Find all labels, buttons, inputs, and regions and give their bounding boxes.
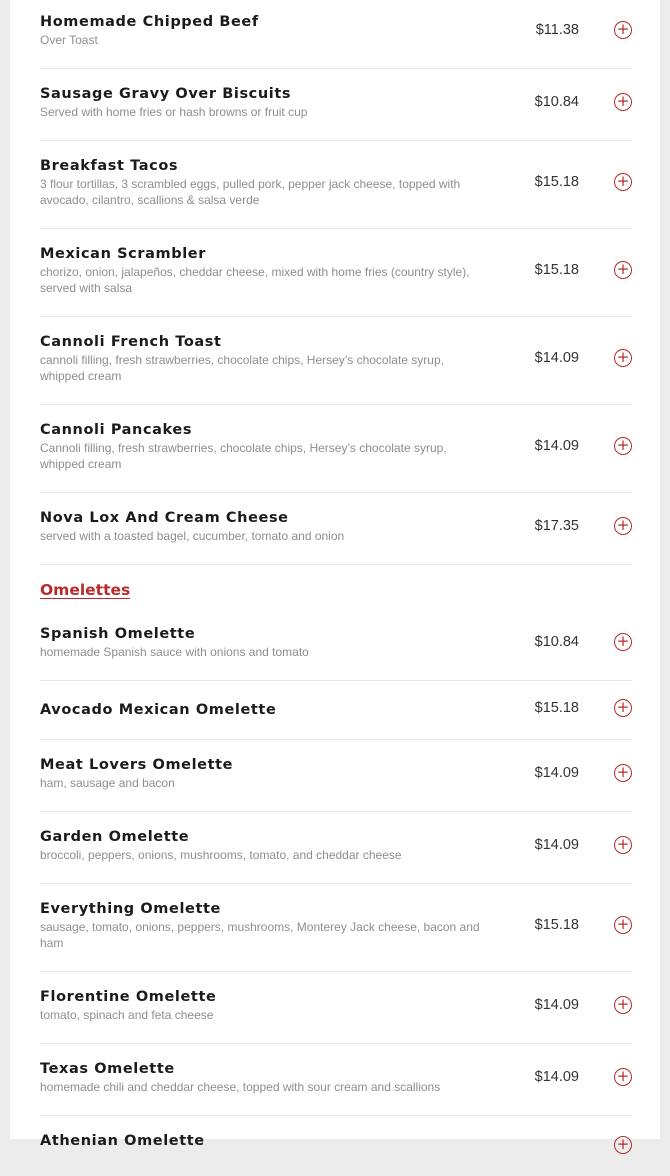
menu-item[interactable] [40,405,632,493]
plus-circle-icon[interactable]: + [614,21,632,39]
section-header-omelettes [40,565,632,615]
menu-item[interactable] [40,972,632,1044]
plus-circle-icon[interactable]: + [614,1136,632,1154]
plus-circle-icon[interactable]: + [614,437,632,455]
item-description: Cannoli filling, fresh strawberries, chocolate chips, Hersey’s chocolate syrup, whipped cream [40,441,447,471]
item-description: homemade chili and cheddar cheese, topped with sour cream and scallions [40,1080,441,1094]
item-price: $17.35 [534,518,579,534]
item-name: Everything Omelette [40,901,221,917]
item-price: $15.18 [534,917,579,933]
plus-circle-icon[interactable]: + [614,836,632,854]
item-price: $10.84 [534,94,579,110]
menu-item[interactable] [40,317,632,405]
menu-item[interactable] [40,493,632,565]
item-price: $14.09 [534,438,579,454]
item-price: $10.84 [534,634,579,650]
plus-circle-icon[interactable]: + [614,996,632,1014]
item-name: Mexican Scrambler [40,246,206,262]
plus-circle-icon[interactable]: + [614,764,632,782]
item-description: homemade Spanish sauce with onions and tomato [40,645,309,659]
menu-item[interactable] [40,812,632,884]
item-name: Cannoli Pancakes [40,422,193,438]
menu-list [40,0,632,1176]
item-price: $15.18 [534,174,579,190]
item-description: broccoli, peppers, onions, mushrooms, tomato, and cheddar cheese [40,848,402,862]
menu-item[interactable] [40,615,632,681]
menu-item[interactable] [40,740,632,812]
item-price: $11.38 [535,22,579,38]
item-name: Nova Lox And Cream Cheese [40,510,289,526]
plus-circle-icon[interactable]: + [614,1068,632,1086]
item-name: Breakfast Tacos [40,158,179,174]
item-name: Avocado Mexican Omelette [40,702,277,718]
item-description: cannoli filling, fresh strawberries, chocolate chips, Hersey’s chocolate syrup, whipped cream [40,353,444,383]
section-title[interactable]: Omelettes [40,581,131,599]
menu-item[interactable] [40,69,632,141]
item-name: Meat Lovers Omelette [40,757,234,773]
menu-item[interactable] [40,1116,632,1176]
plus-circle-icon[interactable]: + [614,349,632,367]
item-price: $15.18 [534,262,579,278]
item-price: $14.09 [534,837,579,853]
item-name: Florentine Omelette [40,989,217,1005]
item-name: Homemade Chipped Beef [40,14,259,30]
item-description: Served with home fries or hash browns or fruit cup [40,105,308,119]
item-description: ham, sausage and bacon [40,776,175,790]
menu-item[interactable] [40,229,632,317]
menu-item[interactable] [40,681,632,740]
item-name: Texas Omelette [40,1061,175,1077]
item-description: sausage, tomato, onions, peppers, mushrooms, Monterey Jack cheese, bacon and ham [40,920,480,950]
item-price: $15.18 [534,700,579,716]
menu-page [10,0,660,1153]
menu-item[interactable] [40,141,632,229]
item-price: $14.09 [534,1069,579,1085]
plus-circle-icon[interactable]: + [614,633,632,651]
item-name: Sausage Gravy Over Biscuits [40,86,292,102]
item-description: 3 flour tortillas, 3 scrambled eggs, pulled pork, pepper jack cheese, topped with avocado, cilantro, scallions & salsa verde [40,177,461,207]
plus-circle-icon[interactable]: + [614,699,632,717]
item-description: Over Toast [40,33,98,47]
item-name: Cannoli French Toast [40,334,222,350]
item-description: chorizo, onion, jalapeños, cheddar cheese, mixed with home fries (country style), served with salsa [40,265,470,295]
plus-circle-icon[interactable]: + [614,261,632,279]
item-price: $14.09 [534,765,579,781]
plus-circle-icon[interactable]: + [614,916,632,934]
menu-item[interactable] [40,1044,632,1116]
menu-item[interactable] [40,0,632,69]
item-name: Athenian Omelette [40,1133,205,1149]
item-price: $14.09 [534,350,579,366]
item-name: Garden Omelette [40,829,190,845]
plus-circle-icon[interactable]: + [614,517,632,535]
plus-circle-icon[interactable]: + [614,93,632,111]
plus-circle-icon[interactable]: + [614,173,632,191]
item-price: $14.09 [534,997,579,1013]
menu-item[interactable] [40,884,632,972]
item-name: Spanish Omelette [40,626,196,642]
item-description: served with a toasted bagel, cucumber, tomato and onion [40,529,345,543]
item-description: tomato, spinach and feta cheese [40,1008,214,1022]
